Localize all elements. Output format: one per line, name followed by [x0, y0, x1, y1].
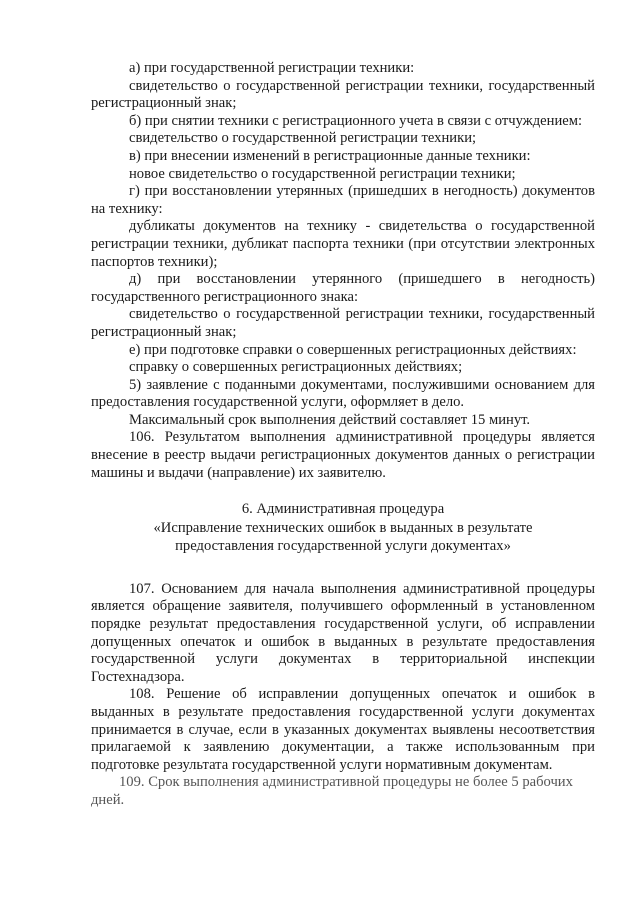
paragraph-step-5: 5) заявление с поданными документами, послужившими основанием для предоставления государственной услуги, оформляет в дело. [91, 376, 595, 411]
paragraph-109-line2: дней. [91, 791, 125, 808]
list-item-b-result: свидетельство о государственной регистрации техники; [129, 130, 477, 147]
list-item-f-result: справку о совершенных регистрационных действиях; [129, 359, 463, 376]
section-heading-title-line1: «Исправление технических ошибок в выданных в результате [153, 519, 533, 536]
section-heading-title-line2: предоставления государственной услуги документах» [175, 538, 511, 555]
paragraph-109-line1: 109. Срок выполнения административной процедуры не более 5 рабочих [119, 774, 573, 791]
list-item-a: а) при государственной регистрации техники: [129, 60, 415, 76]
section-heading-number: 6. Административная процедура [241, 501, 445, 518]
list-item-e: д) при восстановлении утерянного (пришедшего в негодность) государственного регистрационного знака: [91, 271, 595, 305]
paragraph-107: 107. Основанием для начала выполнения административной процедуры является обращение заявителя, получившего оформленный в установленном порядке результат предоставления государственной услуги, об исправлении допущенных опечаток и ошибок в выданных в результате предоставления государственной услуги документах в территориальной инспекции Гостехнадзора. [91, 580, 595, 685]
list-item-d: г) при восстановлении утерянных (пришедших в негодность) документов на технику: [91, 183, 595, 217]
list-item-f: е) при подготовке справки о совершенных регистрационных действиях: [129, 341, 577, 358]
list-item-a-result: свидетельство о государственной регистрации техники, государственный регистрационный знак; [91, 77, 595, 112]
paragraph-109 [91, 774, 595, 809]
paragraph-106: 106. Результатом выполнения административной процедуры является внесение в реестр выдачи регистрационных документов данных о регистрации машины и выдачи (направление) их заявителю. [91, 429, 595, 481]
document-body [91, 60, 595, 809]
paragraph-108: 108. Решение об исправлении допущенных опечаток и ошибок в выданных в результате предоставления государственной услуги документах принимается в случае, если в указанных документах выявлены несоответствия прилагаемой к заявлению документации, а также использованным при подготовке результата государственной услуги нормативным документам. [91, 686, 595, 773]
list-item-c-result: новое свидетельство о государственной регистрации техники; [129, 165, 516, 182]
section-heading [91, 500, 595, 556]
list-item-e-result: свидетельство о государственной регистрации техники, государственный регистрационный знак; [91, 306, 595, 340]
list-item-b: б) при снятии техники с регистрационного учета в связи с отчуждением: [129, 112, 583, 129]
list-item-c: в) при внесении изменений в регистрационные данные техники: [129, 147, 531, 164]
list-item-d-result: дубликаты документов на технику - свидетельства о государственной регистрации техники, дубликат паспорта техники (при отсутствии электронных паспортов техники); [91, 218, 595, 270]
paragraph-max-time: Максимальный срок выполнения действий составляет 15 минут. [129, 411, 531, 428]
